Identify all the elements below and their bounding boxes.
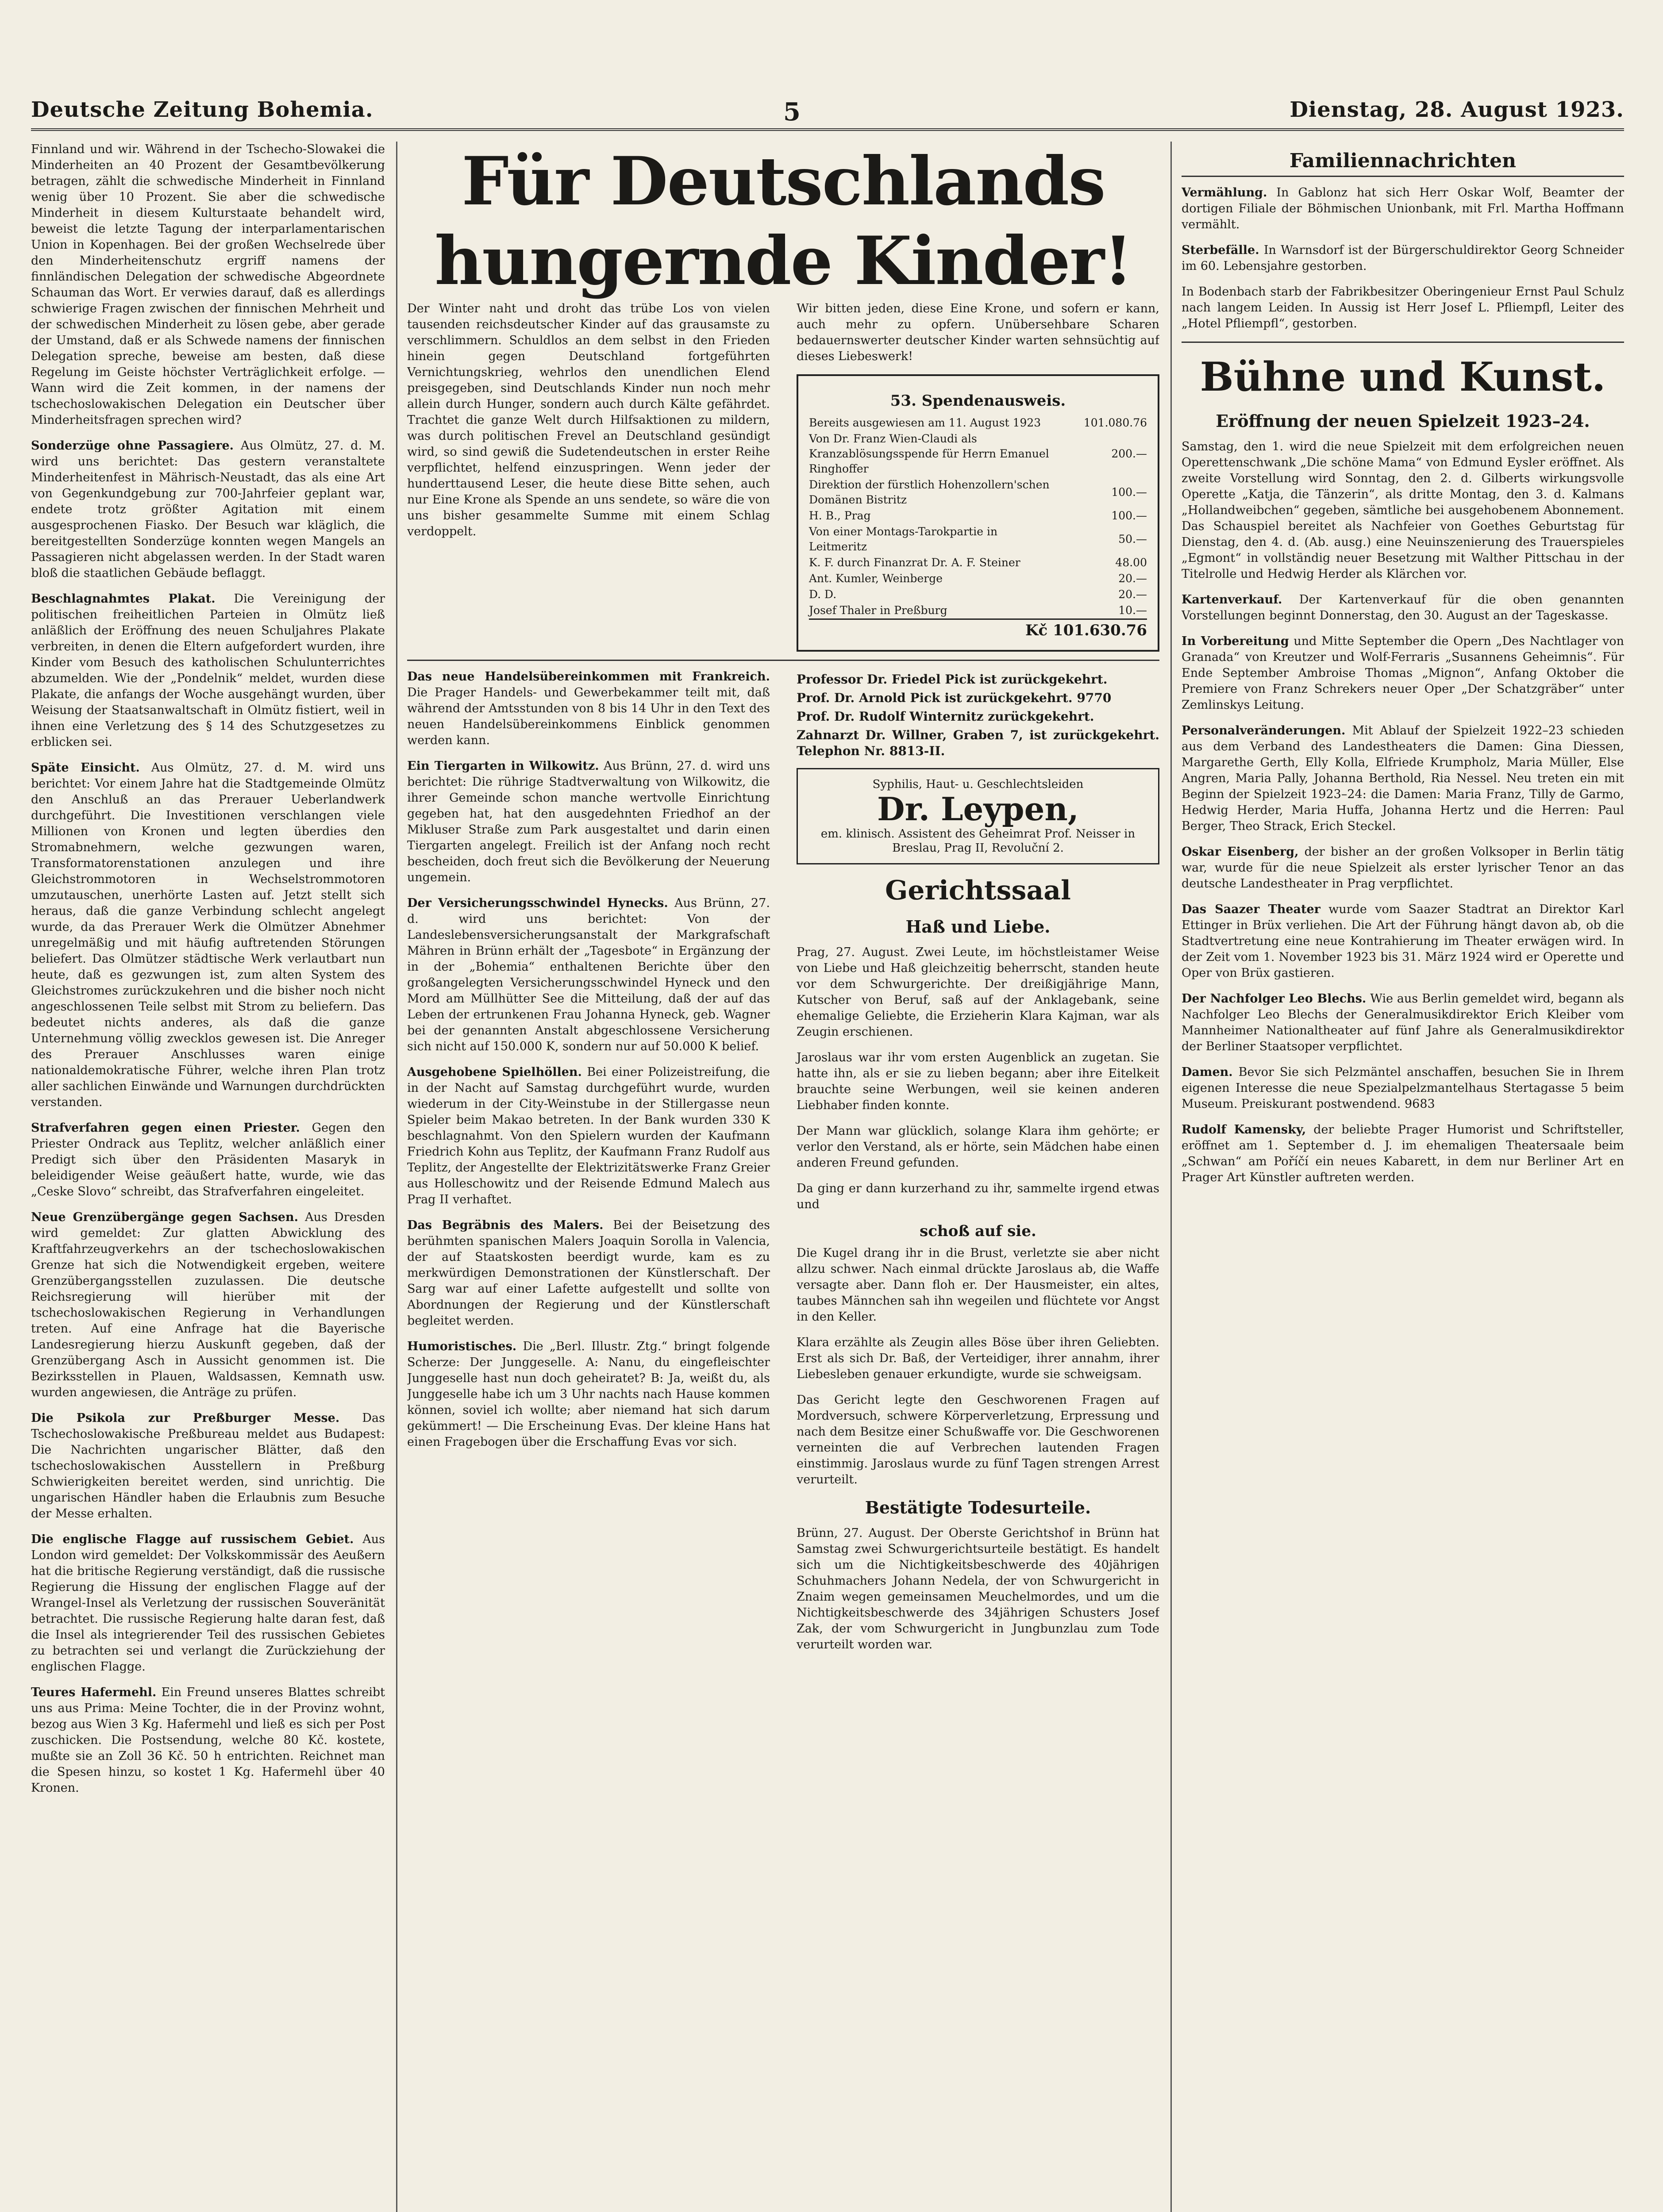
article-paragraph [1182,634,1624,713]
article-paragraph [1182,242,1624,274]
notice: Prof. Dr. Arnold Pick ist zurückgekehrt. 9770 [797,691,1112,705]
paragraph-lead: Oskar Eisenberg, [1182,845,1299,859]
appeal-headline: Für Deutschlands hungernde Kinder! [435,142,1132,300]
paragraph-text: Bevor Sie sich Pelzmäntel anschaffen, besuchen Sie in Ihrem eigenen Interesse die neue Spezialpelzmantelhaus Stertagasse 5 beim Museum. Preiskurant postwendend. 9683 [1182,1065,1624,1111]
donation-row [809,603,1147,618]
article-paragraph: Brünn, 27. August. Der Oberste Gerichtshof in Brünn hat Samstag zwei Schwurgerichtsurteile bestätigt. Es handelt sich um die Nichtigkeitsbeschwerde des 40jährigen Schuhmachers Johann Nedela, der von Schwurgericht in Znaim wegen gemeinsamen Meuchelmordes, und um die Nichtigkeitsbeschwerde des 34jährigen Schusters Josef Zak, der vom Schwurgericht in Jungbunzlau zum Tode verurteilt worden war. [797,1526,1159,1651]
doctor-ad [797,768,1159,864]
arts-subtitle: Eröffnung der neuen Spielzeit 1923–24. [1216,411,1590,431]
donor-name: Josef Thaler in Preßburg [809,604,947,617]
article-paragraph: Die Kugel drang ihr in die Brust, verletzte sie aber nicht allzu schwer. Nach einmal drückte Jaroslaus ab, die Waffe versagte aber. Dann floh er. Der Hausmeister, ein altes, taubes Männchen sah ihn wegeilen und flüchtete vor Angst in den Keller. [797,1246,1159,1324]
donation-row [809,555,1147,571]
article-paragraph [31,142,385,428]
article-paragraph [31,591,385,750]
donation-amount: 200.— [1111,447,1147,460]
article-paragraph [31,1685,385,1796]
paragraph-lead: Strafverfahren gegen einen Priester. [31,1121,300,1135]
family-notices [1182,185,1624,332]
newspaper-title: Deutsche Zeitung Bohemia. [31,97,373,122]
donation-amount: 100.— [1111,509,1147,522]
newspaper-page [31,40,1624,2212]
donor-name: H. B., Prag [809,509,871,522]
subtitle-death-sentences: Bestätigte Todesurteile. [865,1498,1091,1517]
paragraph-lead: Sterbefälle. [1182,243,1259,257]
paragraph-lead: Die Psikola zur Preßburger Messe. [31,1411,340,1425]
paragraph-text: der beliebte Prager Humorist und Schriftsteller, eröffnet am 1. September d. J. im ehemaligen Theatersaale beim „Schwan“ am Poříčí ein neues Kabarett, in dem nur Berliner Art en Prager Art Künstler auftreten werden. [1182,1123,1624,1184]
paragraph-text: Der Kartenverkauf für die oben genannten Vorstellungen beginnt Donnerstag, den 30. August an der Tageskasse. [1182,593,1624,622]
donation-amount: 101.080.76 [1083,416,1147,429]
article-hate-love-cont [797,1245,1159,1488]
section-court: Gerichtssaal [885,875,1071,906]
donor-name: Von Dr. Franz Wien-Claudi als Kranzablösungsspende für Herrn Emanuel Ringhoffer [809,432,1049,475]
donor-name: Bereits ausgewiesen am 11. August 1923 [809,416,1041,429]
article-paragraph: Klara erzählte als Zeugin alles Böse über ihren Geliebten. Erst als sich Dr. Baß, der Verteidiger, ihrer annahm, ihrer Liebesleben genauer erkundigte, wurde sie schweigsam. [797,1336,1159,1381]
donation-row [809,571,1147,587]
section-arts: Bühne und Kunst. [1200,353,1606,400]
paragraph-text: Aus London wird gemeldet: Der Volkskommissär des Aeußern hat die britische Regierung verständigt, daß die russische Regierung die Hissung der englischen Flagge auf der Wrangel-Insel als Verletzung der russischen Souveränität betrachtet. Die russische Regierung halte daran fest, daß die Insel als integrierender Teil des russischen Gebietes zu betrachten sei und verlangt die Zurückziehung der englischen Flagge. [31,1532,385,1674]
paragraph-lead: Rudolf Kamensky, [1182,1123,1306,1137]
paragraph-lead: Personalveränderungen. [1182,724,1346,737]
article-paragraph [407,1339,770,1450]
article-paragraph [407,758,770,886]
paragraph-text: Gegen den Priester Ondrack aus Teplitz, welcher anläßlich einer Predigt sich über den Präsidenten Masaryk in beleidigender Weise geäußert hatte, wurde, wie das „Ceske Slovo“ schreibt, das Strafverfahren eingeleitet. [31,1121,385,1198]
donation-amount: 100.— [1111,486,1147,499]
paragraph-text: Mit Ablauf der Spielzeit 1922–23 schieden aus dem Verband des Landestheaters die Damen: Gina Diessen, Margarethe Gerth, Elly Kolla, Elfriede Krumpholz, Maria Müller, Else Angren, Maria Pally, Johanna Berthold, Ria Nessel. Neu treten ein mit Beginn der Spielzeit 1923–24: die Damen: Maria Franz, Tilly de Garmo, Hedwig Herder, Maria Huffa, Johanna Hertz und die Herren: Paul Berger, Theo Strack, Erich Steckel. [1182,724,1624,833]
ad-name: Dr. Leypen, [877,790,1079,828]
paragraph-text: In Bodenbach starb der Fabrikbesitzer Oberingenieur Ernst Paul Schulz nach langem Leiden. In Aussig ist Herr Josef L. Pfliempfl, Leiter des „Hotel Pfliempfl“, gestorben. [1182,285,1624,330]
paragraph-lead: Ein Tiergarten in Wilkowitz. [407,759,599,773]
ad-line2: em. klinisch. Assistent des Geheimrat Prof. Neisser in Breslau, Prag II, Revoluční 2. [820,827,1136,855]
paragraph-text: Die „Berl. Illustr. Ztg.“ bringt folgende Scherze: Der Junggeselle. A: Nanu, du eingefleischter Junggeselle hast nun doch geheiratet? B: Ja, weißt du, als Junggeselle habe ich um 3 Uhr nachts nach Hause kommen können, soviel ich wollte; aber niemand hat sich darum gekümmert! — Die Erscheinung Evas. Der kleine Hans hat einen Fragebogen über die Erschaffung Evas vor sich. [407,1340,770,1449]
paragraph-text: Das Tschechoslowakische Preßbureau meldet aus Budapest: Die Nachrichten ungarischer Blätter, daß den tschechoslowakischen Ausstellern in Preßburg Schwierigkeiten bereitet werden, sind unrichtig. Die ungarischen Händler haben die Erlaubnis zum Besuche der Messe erhalten. [31,1411,385,1521]
article-paragraph [1182,723,1624,834]
donation-amount: 50.— [1118,533,1147,545]
donations-box [797,374,1159,652]
article-paragraph [407,1064,770,1208]
donation-row [809,477,1147,508]
donor-name: Von einer Montags-Tarokpartie in Leitmeritz [809,525,998,553]
issue-date: Dienstag, 28. August 1923. [1290,97,1624,122]
article-paragraph [31,1532,385,1675]
notice: Zahnarzt Dr. Willner, Graben 7, ist zurückgekehrt. Telephon Nr. 8813-II. [797,728,1159,758]
article-paragraph [1182,1064,1624,1112]
paragraph-text: In Warnsdorf ist der Bürgerschuldirektor Georg Schneider im 60. Lebensjahre gestorben. [1182,243,1624,273]
column-divider [1170,142,1172,2212]
article-paragraph [407,895,770,1055]
article-paragraph: Jaroslaus war ihr vom ersten Augenblick an zugetan. Sie hatte ihn, als er sie zu lieben begann; aber ihre Eitelkeit brauchte seine Werbungen, weil sie keinen anderen Liebhaber finden konnte. [797,1051,1159,1112]
donation-row [809,587,1147,603]
paragraph-lead: Humoristisches. [407,1340,517,1353]
donation-row [809,508,1147,524]
column-2 [407,142,1159,2212]
paragraph-lead: Die englische Flagge auf russischem Gebiet. [31,1532,354,1546]
paragraph-text: Bei einer Polizeistreifung, die in der Nacht auf Samstag durchgeführt wurde, wurden wiederum in der City-Weinstube in der Stillergasse neun Spieler beim Makao betreten. In der Bank wurden 330 K beschlagnahmt. Von den Spielern wurden der Kaufmann Friedrich Kohn aus Teplitz, der Kaufmann Franz Rudolf aus Teplitz, der Angestellte der Elektrizitätswerke Franz Greier aus Holleschowitz und der Reisende Edmund Malech aus Prag II verhaftet. [407,1065,770,1206]
donation-row [809,415,1147,431]
appeal-text-right: Wir bitten jeden, diese Eine Krone, und sofern er kann, auch mehr zu opfern. Unübersehbare Scharen bedauernswerter deutscher Kinder warten sehnsüchtig auf dieses Liebeswerk! [797,302,1159,363]
donations-title: 53. Spendenausweis. [890,392,1066,410]
divider [407,660,1159,661]
article-paragraph: Prag, 27. August. Zwei Leute, im höchstleistamer Weise von Liebe und Haß gleichzeitig beherrscht, standen heute vor dem Schwurgerichte. Der dreißigjährige Mann, Kutscher von Beruf, saß auf der Anklagebank, seine ehemalige Geliebte, die Erzieherin Klara Kajman, war als Zeugin erschienen. [797,945,1159,1039]
ad-line1: Syphilis, Haut- u. Geschlechtsleiden [872,778,1084,791]
donations-table [809,415,1147,618]
paragraph-text: Samstag, den 1. wird die neue Spielzeit mit dem erfolgreichen neuen Operettenschwank „Die schöne Mama“ von Edmund Eysler eröffnet. Als zweite Vorstellung wird Sonntag, den 2. d. Gilberts wirkungsvolle Operette „Katja, die Tänzerin“, als dritte Montag, den 3. d. Kalmans „Hollandweibchen“ gegeben, sämtliche bei ausgehobenem Abonnement. Das Schauspiel bereitet als Nachfeier von Goethes Geburtstag für Dienstag, den 4. d. (Ab. ausg.) eine Neuinszenierung des Trauerspieles „Egmont“ in vollständig neuer Besetzung mit Walther Pittschau in der Titelrolle und Hedwig Herder als Klärchen vor. [1182,440,1624,581]
article-paragraph [407,1217,770,1329]
doctor-notices [797,672,1159,759]
donation-amount: 20.— [1118,588,1147,601]
article-hate-love [797,945,1159,1213]
article-paragraph: Der Mann war glücklich, solange Klara ihm gehörte; er verlor den Verstand, als er hörte, sein Mädchen habe einen anderen Freund gefunden. [797,1124,1159,1170]
paragraph-text: Die Prager Handels- und Gewerbekammer teilt mit, daß während der Amtsstunden von 8 bis 14 Uhr in den Text des neuen Handelsübereinkommens Einblick genommen werden kann. [407,686,770,747]
subtitle-hate-love: Haß und Liebe. [905,917,1051,937]
paragraph-text: Aus Olmütz, 27. d. M. wird uns berichtet: Das gestern veranstaltete Minderheitenfest in Mährisch-Neustadt, das als eine Art von Gegenkundgebung zur 700-Jahrfeier geplant war, endete trotz größter Agitation mit einem ausgesprochenen Fiasko. Der Besuch war kläglich, die bereitgestellten Sonderzüge konnten wegen Mangels an Passagieren nicht abgelassen werden. In der Stadt waren bloß die staatlichen Gebäude beflaggt. [31,439,385,580]
paragraph-text: Bei der Beisetzung des berühmten spanischen Malers Joaquin Sorolla in Valencia, der auf Staatskosten beerdigt wurde, kam es zu merkwürdigen Demonstrationen der Künstlerschaft. Der Sarg war auf einer Lafette aufgestellt und sollte von Abordnungen der Regierung und der Künstlerschaft begleitet werden. [407,1218,770,1328]
page-header [31,93,1624,131]
appeal-block [407,301,1159,652]
article-paragraph [31,1120,385,1200]
news-left [407,669,770,1663]
paragraph-text: Aus Brünn, 27. d. wird uns berichtet: Die rührige Stadtverwaltung von Wilkowitz, die ihrer Gemeinde schon manche wertvolle Einrichtung gegeben hat, hat den ausgedehnten Friedhof an der Mikluser Straße zum Park ausgestaltet und darin einen Tiergarten angelegt. Freilich ist der Anfang noch recht bescheiden, doch freut sich die Bevölkerung der Neuerung ungemein. [407,759,770,884]
article-paragraph [31,1210,385,1401]
column-1 [31,142,385,2212]
paragraph-text: In Gablonz hat sich Herr Oskar Wolf, Beamter der dortigen Filiale der Böhmischen Unionbank, mit Frl. Martha Hoffmann vermählt. [1182,186,1624,231]
paragraph-text: Aus Dresden wird gemeldet: Zur glatten Abwicklung des Kraftfahrzeugverkehrs an der tschechoslowakischen Grenze hat sich die Notwendigkeit ergeben, weitere Grenzübergangsstellen zuzulassen. Die deutsche Reichsregierung will hierüber mit der tschechoslowakischen Regierung in Verhandlungen treten. Auf eine Anfrage hat die Bayerische Landesregierung hierzu Auskunft gegeben, daß der Grenzübergang Asch in Aussicht genommen ist. Die Bezirksstellen in Plauen, Waldsassen, Kemnath usw. wurden angewiesen, die Anträge zu prüfen. [31,1210,385,1399]
paragraph-text: Wie aus Berlin gemeldet wird, begann als Nachfolger Leo Blechs der Generalmusikdirektor Erich Kleiber vom Mannheimer Nationaltheater auf fünf Jahre als Generalmusikdirektor der Berliner Staatsoper verpflichtet. [1182,992,1624,1053]
paragraph-text: Aus Brünn, 27. d. wird uns berichtet: Von der Landeslebensversicherungsanstalt der Markgrafschaft Mähren in Brünn erhält der „Tagesbote“ in Ergänzung der in der „Bohemia“ enthaltenen Berichte über den großangelegten Versicherungsschwindel Hyneck und den Mord am Müllhütter See die Mitteilung, daß der auf das Leben der ertrunkenen Frau Johanna Hyneck, geb. Wagner bei der genannten Anstalt abgeschlossene Versicherung sich nicht auf 150.000 K, sondern nur auf 50.000 K belief. [407,896,770,1053]
page-number: 5 [783,97,801,127]
article-paragraph: Das Gericht legte den Geschworenen Fragen auf Mordversuch, schwere Körperverletzung, Erpressung und nach dem Besitze einer Schußwaffe vor. Die Geschworenen verneinten die auf Verbrechen lautenden Fragen einstimmig. Jaroslaus wurde zu fünf Tagen strengen Arrest verurteilt. [797,1393,1159,1486]
subtitle-shot: schoß auf sie. [920,1222,1036,1240]
paragraph-lead: Das Begräbnis des Malers. [407,1218,604,1232]
article-paragraph [31,1410,385,1522]
column-divider [396,142,397,2212]
donor-name: D. D. [809,588,837,601]
article-paragraph: Da ging er dann kurzerhand zu ihr, sammelte irgend etwas und [797,1182,1159,1211]
divider [1182,342,1624,343]
paragraph-lead: Sonderzüge ohne Passagiere. [31,439,234,453]
paragraph-lead: In Vorbereitung [1182,634,1289,648]
article-paragraph [1182,1122,1624,1186]
donation-row [809,524,1147,555]
article-paragraph [1182,439,1624,582]
paragraph-text: Aus Olmütz, 27. d. M. wird uns berichtet: Vor einem Jahre hat die Stadtgemeinde Olmütz den Anschluß an das Prerauer Ueberlandwerk durchgeführt. Die Investitionen verschlangen viele Millionen von Kronen und legten überdies den Stromabnehmern, welche gezwungen waren, Transformatorenstationen anzulegen und ihre Gleichstrommotoren in Wechselstrommotoren umzutauschen, unerhörte Lasten auf. Jetzt stellt sich heraus, daß die ganze Verbindung schlecht angelegt wurde, da das Prerauer Werk die Olmützer Abnehmer unregelmäßig und mit häufig auftretenden Störungen beliefert. Das Olmützer städtische Werk verlautbart nun heute, daß es gezwungen ist, zum alten System des Gleichstromes zurückzukehren und die bisher noch nicht angeschlossenen Teile selbst mit Strom zu beliefern. Das bedeutet nichts anderes, als daß die ganze Unternehmung völlig zwecklos gewesen ist. Die Anreger des Prerauer Anschlusses waren einige nationaldemokratische Führer, welche ihren Plan trotz aller sachlichen Einwände und Warnungen durchdrückten verstanden. [31,761,385,1109]
donation-amount: 20.— [1118,572,1147,585]
paragraph-lead: Der Nachfolger Leo Blechs. [1182,992,1367,1006]
paragraph-lead: Damen. [1182,1065,1233,1079]
paragraph-lead: Beschlagnahmtes Plakat. [31,592,216,606]
article-paragraph [407,669,770,749]
paragraph-lead: Späte Einsicht. [31,761,140,775]
article-paragraph [1182,902,1624,981]
article-paragraph [1182,592,1624,624]
news-block [407,669,1159,1663]
donor-name: Ant. Kumler, Weinberge [809,572,943,585]
paragraph-lead: Kartenverkauf. [1182,593,1282,607]
donor-name: Direktion der fürstlich Hohenzollern'schen Domänen Bistritz [809,478,1050,506]
paragraph-lead: Teures Hafermehl. [31,1686,157,1699]
paragraph-text: Finnland und wir. Während in der Tschecho-Slowakei die Minderheiten an 40 Prozent der Gesamtbevölkerung betragen, zählt die schwedische Minderheit in Finnland wenig über 10 Prozent. Sie aber die schwedische Minderheit in diesem Kulturstaate behandelt wird, beweist die letzte Tagung der interparlamentarischen Union in Kopenhagen. Bei der großen Wechselrede über den Minderheitenschutz ergriff namens der finnländischen Delegation der schwedische Abgeordnete Schauman das Wort. Er verwies darauf, daß es allerdings schwierige Fragen zwischen der finnischen Mehrheit und der schwedischen Minderheit zu lösen gebe, aber gerade der Umstand, daß er als Schwede namens der finnischen Delegation spreche, beweise am besten, daß diese Regelung im Geiste höchster Verträglichkeit erfolge. — Wann wird die Zeit kommen, in der namens der tschechoslowakischen Delegation ein Deutscher über Minderheitsfragen sprechen wird? [31,142,385,427]
paragraph-lead: Das neue Handelsübereinkommen mit Frankreich. [407,670,770,684]
donation-row [809,431,1147,477]
paragraph-lead: Vermählung. [1182,186,1267,200]
paragraph-text: Ein Freund unseres Blattes schreibt uns aus Prima: Meine Tochter, die in der Provinz wohnt, bezog aus Wien 3 Kg. Hafermehl und ließ es sich per Post zuschicken. Die Postsendung, welche 80 Kč. kostete, mußte sie an Zoll 36 Kč. 50 h entrichten. Reichnet man die Spesen hinzu, so kostet 1 Kg. Hafermehl über 40 Kronen. [31,1686,385,1795]
paragraph-text: und Mitte September die Opern „Des Nachtlager von Granada“ von Kreutzer und Wolf-Ferraris „Susannens Geheimnis“. Für Ende September Ambroise Thomas „Mignon“, Anfang Oktober die Premiere von Franz Schrekers neuer Oper „Der Schatzgräber“ unter Zemlinskys Leitung. [1182,634,1624,712]
article-paragraph [1182,185,1624,233]
donor-name: K. F. durch Finanzrat Dr. A. F. Steiner [809,556,1020,569]
notice: Professor Dr. Friedel Pick ist zurückgekehrt. [797,672,1108,687]
article-death-sentences [797,1525,1159,1653]
donation-amount: 48.00 [1115,556,1147,569]
notice: Prof. Dr. Rudolf Winternitz zurückgekehrt. [797,709,1094,724]
arts-articles [1182,439,1624,1186]
court-column [797,669,1159,1663]
donations-total: Kč 101.630.76 [809,618,1147,639]
article-paragraph [1182,991,1624,1055]
donation-amount: 10.— [1118,604,1147,617]
section-family: Familiennachrichten [1182,150,1624,177]
paragraph-lead: Der Versicherungsschwindel Hynecks. [407,896,668,910]
article-paragraph [1182,844,1624,892]
appeal-text-left: Der Winter naht und droht das trübe Los von vielen tausenden reichsdeutscher Kinder auf das grausamste zu verschlimmern. Schuldlos an dem selbst in den Frieden hinein gegen Deutschland fortgeführten Vernichtungskrieg, wehrlos den unendlichen Elend preisgegeben, sind Deutschlands Kinder nun noch mehr allein durch Hunger, sondern auch durch Kälte gefährdet. Trachtet die ganze Welt durch Hilfsaktionen zu mildern, was durch politischen Frevel an Deutschland gesündigt wird, so sind gewiß die Sudetendeutschen in erster Reihe verpflichtet, helfend einzuspringen. Wenn jeder der hunderttausend Leser, die heute diese Bitte sehen, auch nur Eine Krone als Spende an uns sendete, so wäre die von uns bisher gesammelte Summe mit einem Schlag verdoppelt. [407,302,770,538]
paragraph-text: wurde vom Saazer Stadtrat an Direktor Karl Ettinger in Brüx verliehen. Die Art der Führung hängt davon ab, ob die Stadtvertretung eine neue Kontrahierung im Theater erwägen wird. In der Zeit vom 1. November 1923 bis 31. März 1924 wird er Operette und Oper von Brüx gastieren. [1182,902,1624,980]
column-4 [1182,142,1624,2212]
article-paragraph [31,438,385,581]
paragraph-lead: Das Saazer Theater [1182,902,1320,916]
paragraph-lead: Ausgehobene Spielhöllen. [407,1065,582,1079]
article-paragraph [1182,284,1624,332]
article-paragraph [31,760,385,1110]
paragraph-text: Die Vereinigung der politischen freiheitlichen Parteien in Olmütz ließ anläßlich der Eröffnung des neuen Schuljahres Plakate verbreiten, in denen die Eltern aufgefordert wurden, ihre Kinder vom Besuch des katholischen Schulunterrichtes abzumelden. Wie der „Pondelnik“ meldet, wurden diese Plakate, die anfangs der Woche ausgehängt wurden, über Weisung der Staatsanwaltschaft in Olmütz fistiert, weil in ihnen eine Verletzung des § 14 des Schutzgesetzes zu erblicken sei. [31,592,385,749]
paragraph-lead: Neue Grenzübergänge gegen Sachsen. [31,1210,299,1224]
paragraph-text: der bisher an der großen Volksoper in Berlin tätig war, wurde für die neue Spielzeit als erster lyrischer Tenor an das deutsche Landestheater in Prag verpflichtet. [1182,845,1624,891]
